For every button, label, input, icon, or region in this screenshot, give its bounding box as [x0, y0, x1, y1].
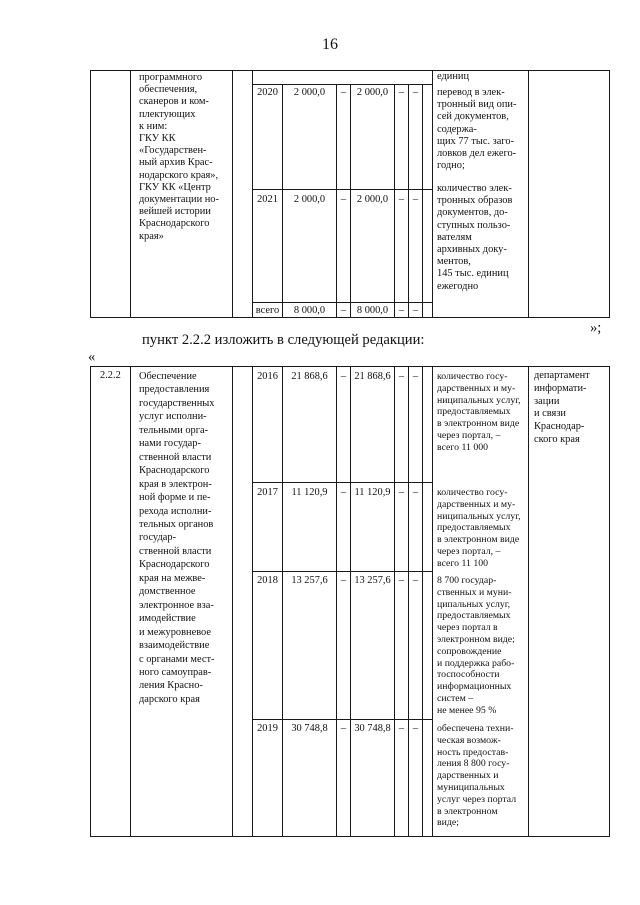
cell-c4: –	[412, 194, 419, 205]
closing-quote: »;	[590, 320, 602, 336]
cell-c3: –	[398, 87, 405, 98]
result-continuation: единиц	[437, 71, 470, 82]
cell-c4: –	[412, 305, 419, 316]
cell-c2: 11 120,9	[354, 487, 391, 498]
cell-c1: –	[340, 87, 347, 98]
cell-c1: –	[340, 194, 347, 205]
row-line	[90, 70, 610, 71]
opening-quote: «	[88, 349, 96, 365]
cell-total: 21 868,6	[291, 371, 328, 382]
col-line	[609, 366, 610, 837]
col-line	[232, 70, 233, 318]
cell-c1: –	[340, 371, 347, 382]
measure-name: Обеспечение предоставления государственных услуг исполни- тельными орга- нами государ- ственной власти Краснодарского края в электрон- ной форме и пе- рехода исполни- тельных органов государ- ственной власти Краснодарского края на межве- домственное электронное вза- имодействие и межуровневое взаимодействие с органами мест- ного самоуправ- ления Красно- дарского края	[139, 371, 215, 705]
cell-c4: –	[412, 723, 419, 734]
cell-c2: 30 748,8	[354, 723, 391, 734]
cell-total-label: всего	[255, 305, 280, 316]
cell-c3: –	[398, 194, 405, 205]
cell-c3: –	[398, 305, 405, 316]
cell-c4: –	[412, 487, 419, 498]
cell-c2: 2 000,0	[356, 194, 389, 205]
cell-result: обеспечена техни- ческая возмож- ность предостав- ления 8 800 госу- дарственных и муниципальных услуг через портал в электронном виде;	[437, 723, 517, 829]
col-line	[350, 366, 351, 837]
col-line	[90, 366, 91, 837]
cell-c3: –	[398, 371, 405, 382]
col-line	[336, 366, 337, 837]
cell-year: 2017	[257, 487, 278, 498]
col-line	[432, 366, 433, 837]
cell-year: 2016	[257, 371, 278, 382]
measure-name: программного обеспечения, сканеров и ком- плектующих к ним: ГКУ КК «Государствен- ный архив Крас- нодарского края», ГКУ КК «Центр документации но- вейшей истории Краснодарского края»	[139, 72, 219, 242]
cell-c4: –	[412, 575, 419, 586]
col-line	[282, 366, 283, 837]
row-line	[252, 84, 432, 85]
cell-c1: –	[340, 723, 347, 734]
cell-c2: 8 000,0	[356, 305, 389, 316]
row-line	[252, 719, 432, 720]
col-line	[90, 70, 91, 318]
instruction-text: пункт 2.2.2 изложить в следующей редакции:	[142, 332, 425, 348]
cell-c4: –	[412, 371, 419, 382]
row-line	[252, 189, 432, 190]
row-line	[252, 571, 432, 572]
cell-c2: 2 000,0	[356, 87, 389, 98]
col-line	[130, 70, 131, 318]
cell-c3: –	[398, 575, 405, 586]
col-line	[130, 366, 131, 837]
cell-result: 8 700 государ- ственных и муни- ципальных услуг, предоставляемых через портал в электронном виде; сопровождение и поддержка рабо- тоспособности информационных систем – не менее 95 %	[437, 575, 515, 716]
cell-total: 2 000,0	[293, 194, 326, 205]
cell-total: 2 000,0	[293, 87, 326, 98]
cell-c1: –	[340, 575, 347, 586]
cell-c2: 21 868,6	[354, 371, 391, 382]
cell-year: 2018	[257, 575, 278, 586]
page-number: 16	[322, 36, 338, 53]
col-line	[422, 366, 423, 837]
col-line	[609, 70, 610, 318]
col-line	[252, 366, 253, 837]
cell-year: 2021	[257, 194, 278, 205]
cell-total: 11 120,9	[291, 487, 328, 498]
col-line	[232, 366, 233, 837]
col-line	[432, 70, 433, 318]
cell-c3: –	[398, 723, 405, 734]
cell-result: количество госу- дарственных и му- ниципальных услуг, предоставляемых в электронном виде через портал, – всего 11 000	[437, 371, 521, 453]
cell-total: 8 000,0	[293, 305, 326, 316]
cell-result: количество элек- тронных образов документов, до- ступных пользо- вателям архивных доку- ментов, 145 тыс. единиц ежегодно	[437, 183, 513, 292]
col-line	[394, 366, 395, 837]
col-line	[408, 366, 409, 837]
cell-c4: –	[412, 87, 419, 98]
col-line	[528, 70, 529, 318]
cell-c3: –	[398, 487, 405, 498]
cell-c1: –	[340, 487, 347, 498]
cell-year: 2019	[257, 723, 278, 734]
col-line	[528, 366, 529, 837]
item-number: 2.2.2	[100, 370, 121, 381]
col-line	[422, 84, 423, 318]
cell-c1: –	[340, 305, 347, 316]
cell-total: 13 257,6	[291, 575, 328, 586]
cell-c2: 13 257,6	[354, 575, 391, 586]
responsible-executor: департамент информати- зации и связи Краснодар- ского края	[534, 370, 590, 445]
cell-year: 2020	[257, 87, 278, 98]
cell-result: перевод в элек- тронный вид опи- сей документов, содержа- щих 77 тыс. заго- ловков дел ежего- годно;	[437, 87, 517, 172]
cell-result: количество госу- дарственных и му- ниципальных услуг, предоставляемых в электронном виде через портал, – всего 11 100	[437, 487, 521, 569]
row-line	[252, 482, 432, 483]
cell-total: 30 748,8	[291, 723, 328, 734]
row-line	[252, 302, 432, 303]
